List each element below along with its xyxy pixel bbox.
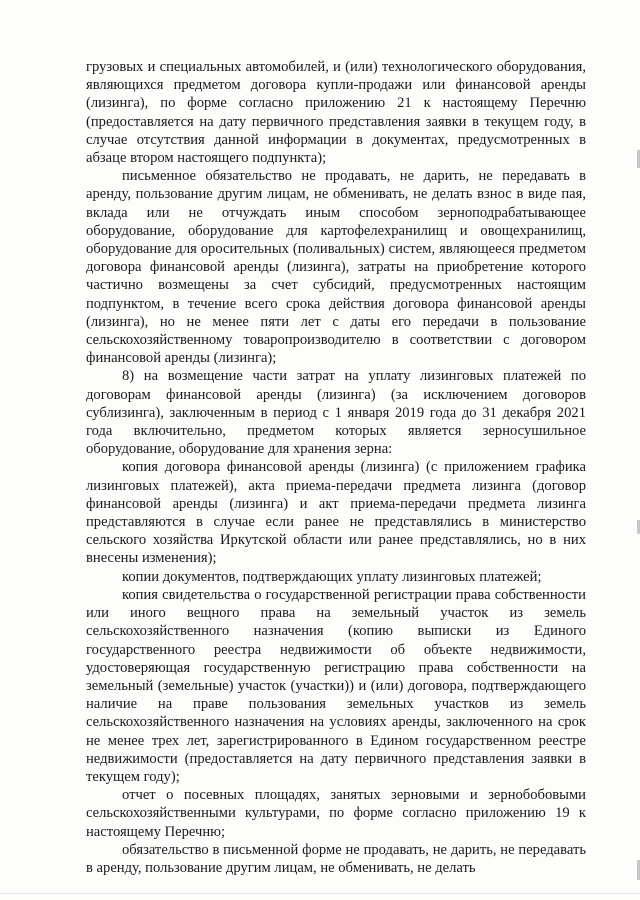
paragraph-sowing-report: отчет о посевных площадях, занятых зерновыми и зернобобовыми сельскохозяйственными культурами, по форме согласно приложению 19 к настоящему Перечню; [86,787,586,840]
paragraph-land-certificate: копия свидетельства о государственной регистрации права собственности или иного вещного права на земельный участок из земель сельскохозяйственного назначения (копию выписки из Единого государственного реестра недвижимости об объекте недвижимости, удостоверяющая государственную регистрацию права собственности на земельный (земельные) участок (участки)) и (или) договора, подтверждающего наличие на праве пользования земельных участков из земель сельскохозяйственного назначения на условиях аренды, заключенного на срок не менее трех лет, зарегистрированного в Едином государственном реестре недвижимости (предоставляется на дату первичного представления заявки в текущем году); [86,586,586,785]
page-bottom-edge [0,893,640,894]
document-body [86,58,586,877]
paragraph-payment-documents: копии документов, подтверждающих уплату лизинговых платежей; [122,568,542,585]
paragraph-written-obligation: обязательство в письменной форме не продавать, не дарить, не передавать в аренду, пользование другим лицам, не обменивать, не делать [86,841,586,876]
paragraph-continuation: грузовых и специальных автомобилей, и (или) технологического оборудования, являющихся предметом договора купли-продажи или финансовой аренды (лизинга), по форме согласно приложению 21 к настоящему Перечню (предоставляется на дату первичного представления заявки в текущем году, в случае отсутствия данной информации в документах, предусмотренных в абзаце втором настоящего подпункта); [86,59,586,167]
paragraph-item-8: 8) на возмещение части затрат на уплату лизинговых платежей по договорам финансовой аренды (лизинга) (за исключением договоров сублизинга), заключенным в период с 1 января 2019 года до 31 декабря 2021 года включительно, предметом которых является зерносушильное оборудование, оборудование для хранения зерна: [86,368,586,458]
paragraph-written-commitment: письменное обязательство не продавать, не дарить, не передавать в аренду, пользование другим лицам, не обменивать, не делать взнос в виде пая, вклада или не отчуждать иным способом зерноподрабатывающее оборудование, оборудование для картофелехранилищ и овощехранилищ, оборудование для оросительных (поливальных) систем, являющееся предметом договора финансовой аренды (лизинга), затраты на приобретение которого частично возмещены за счет субсидий, предусмотренных настоящим подпунктом, в течение всего срока действия договора финансовой аренды (лизинга), но не менее пяти лет с даты его передачи в пользование сельскохозяйственному товаропроизводителю в соответствии с договором финансовой аренды (лизинга); [86,168,586,367]
paragraph-lease-contract-copy: копия договора финансовой аренды (лизинга) (с приложением графика лизинговых платежей), акта приема-передачи предмета лизинга (договор финансовой аренды (лизинга) и акт приема-передачи предмета лизинга представляются в случае если ранее не представлялись в министерство сельского хозяйства Иркутской области или ранее представлялись, но в них внесены изменения); [86,459,586,567]
